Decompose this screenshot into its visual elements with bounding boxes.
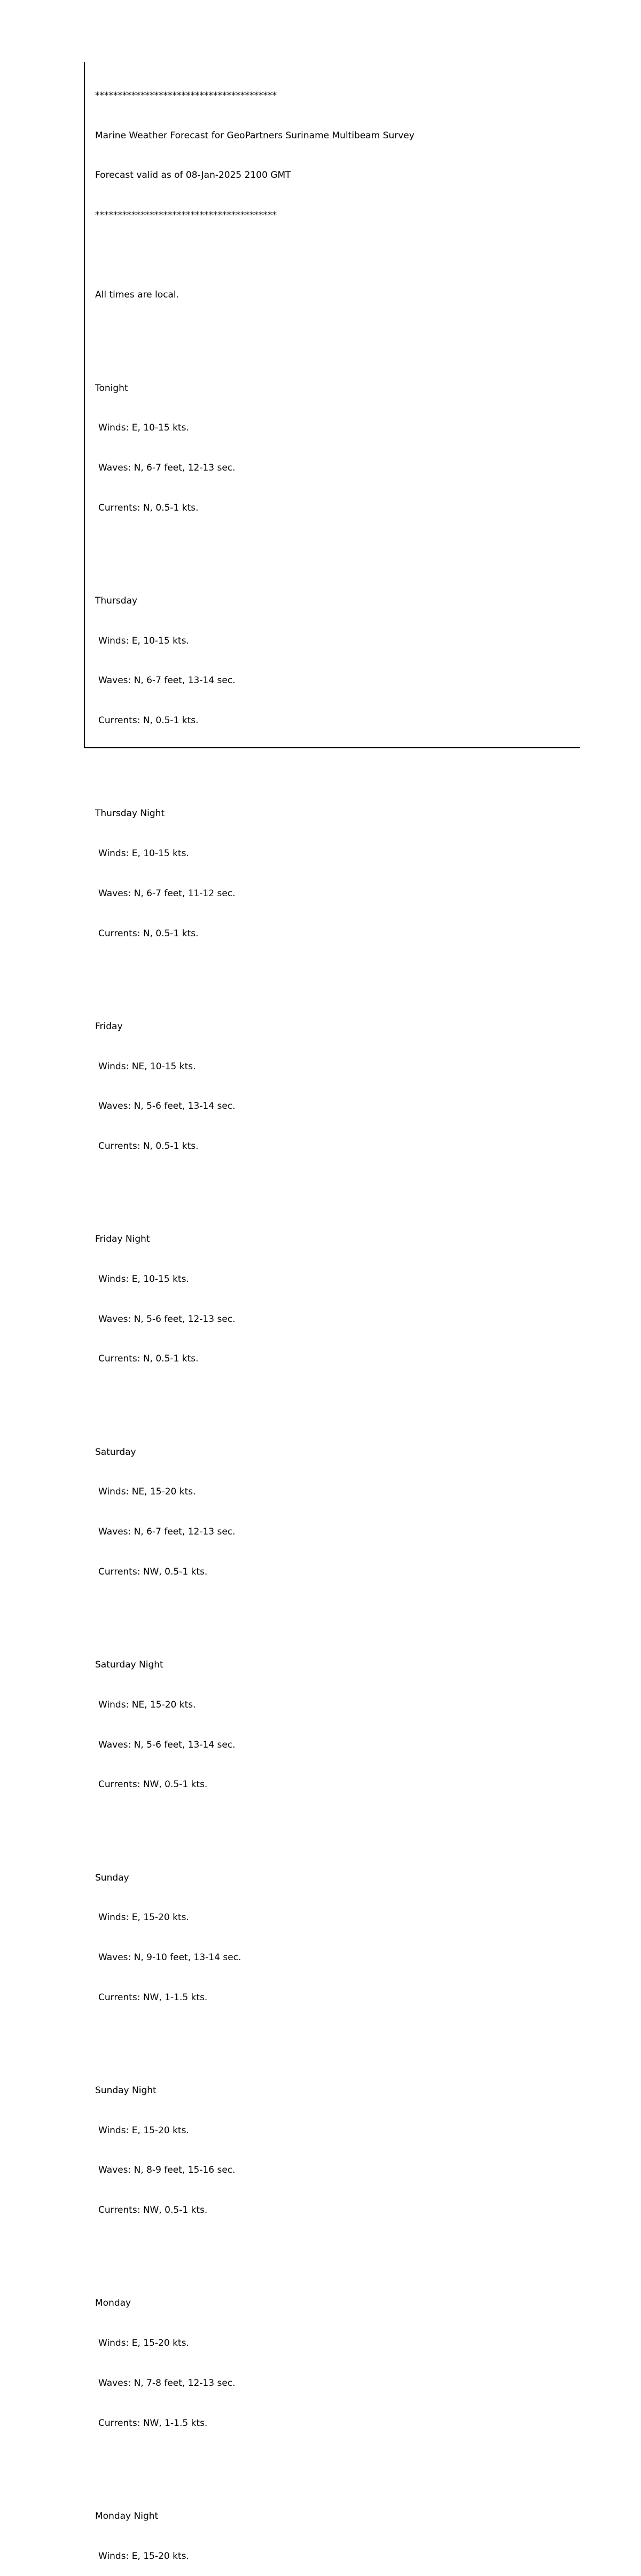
waves-line: Waves: N, 5-6 feet, 12-13 sec.: [98, 1313, 236, 1325]
waves-line: Waves: N, 5-6 feet, 13-14 sec.: [98, 1739, 236, 1750]
winds-line: Winds: NE, 10-15 kts.: [98, 1061, 196, 1072]
currents-line: Currents: N, 0.5-1 kts.: [98, 1353, 199, 1365]
currents-line: Currents: NW, 1-1.5 kts.: [98, 1992, 208, 2003]
period-heading: Thursday: [95, 596, 138, 607]
period-heading: Friday Night: [95, 1234, 150, 1245]
blank-line: [95, 1392, 619, 1406]
period-heading: Saturday: [95, 1446, 136, 1458]
currents-line: Currents: NW, 0.5-1 kts.: [98, 1566, 208, 1577]
document-title: Marine Weather Forecast for GeoPartners Suriname Multibeam Survey: [95, 130, 415, 141]
winds-line: Winds: NE, 15-20 kts.: [98, 1699, 196, 1710]
waves-line: Waves: N, 6-7 feet, 13-14 sec.: [98, 675, 236, 686]
blank-line: [95, 2456, 619, 2470]
period-heading: Thursday Night: [95, 808, 165, 819]
blank-line: [95, 754, 619, 768]
winds-line: Winds: E, 15-20 kts.: [98, 1912, 189, 1923]
blank-line: [95, 967, 619, 980]
winds-line: Winds: E, 10-15 kts.: [98, 422, 189, 434]
winds-line: Winds: E, 10-15 kts.: [98, 848, 189, 859]
waves-line: Waves: N, 6-7 feet, 12-13 sec.: [98, 463, 236, 474]
waves-line: Waves: N, 9-10 feet, 13-14 sec.: [98, 1952, 241, 1963]
winds-line: Winds: E, 10-15 kts.: [98, 635, 189, 646]
waves-line: Waves: N, 6-7 feet, 11-12 sec.: [98, 888, 236, 899]
currents-line: Currents: NW, 0.5-1 kts.: [98, 2205, 208, 2216]
currents-line: Currents: N, 0.5-1 kts.: [98, 928, 199, 939]
divider-bottom: ****************************************: [95, 209, 277, 221]
times-note: All times are local.: [95, 289, 179, 301]
divider-top: ****************************************: [95, 90, 277, 101]
winds-line: Winds: E, 15-20 kts.: [98, 2550, 189, 2562]
period-heading: Tonight: [95, 382, 128, 394]
blank-line: [95, 2031, 619, 2044]
winds-line: Winds: E, 15-20 kts.: [98, 2338, 189, 2349]
waves-line: Waves: N, 6-7 feet, 12-13 sec.: [98, 1526, 236, 1538]
period-heading: Monday: [95, 2298, 131, 2309]
currents-line: Currents: NW, 0.5-1 kts.: [98, 1779, 208, 1790]
period-heading: Sunday: [95, 1872, 129, 1883]
currents-line: Currents: N, 0.5-1 kts.: [98, 715, 199, 726]
currents-line: Currents: N, 0.5-1 kts.: [98, 1141, 199, 1152]
winds-line: Winds: NE, 15-20 kts.: [98, 1486, 196, 1498]
blank-line: [95, 249, 619, 262]
waves-line: Waves: N, 7-8 feet, 12-13 sec.: [98, 2377, 236, 2389]
winds-line: Winds: E, 15-20 kts.: [98, 2125, 189, 2136]
blank-line: [95, 541, 619, 554]
forecast-text: [95, 62, 619, 2576]
blank-line: [95, 1818, 619, 1831]
winds-line: Winds: E, 10-15 kts.: [98, 1274, 189, 1285]
waves-line: Waves: N, 8-9 feet, 15-16 sec.: [98, 2165, 236, 2176]
period-heading: Friday: [95, 1021, 123, 1032]
currents-line: Currents: N, 0.5-1 kts.: [98, 502, 199, 513]
blank-line: [95, 328, 619, 342]
waves-line: Waves: N, 5-6 feet, 13-14 sec.: [98, 1101, 236, 1112]
period-heading: Sunday Night: [95, 2085, 157, 2096]
period-heading: Monday Night: [95, 2510, 159, 2522]
blank-line: [95, 1180, 619, 1193]
currents-line: Currents: NW, 1-1.5 kts.: [98, 2417, 208, 2429]
blank-line: [95, 1606, 619, 1619]
blank-line: [95, 2244, 619, 2257]
period-heading: Saturday Night: [95, 1659, 163, 1671]
valid-line: Forecast valid as of 08-Jan-2025 2100 GMT: [95, 170, 291, 181]
